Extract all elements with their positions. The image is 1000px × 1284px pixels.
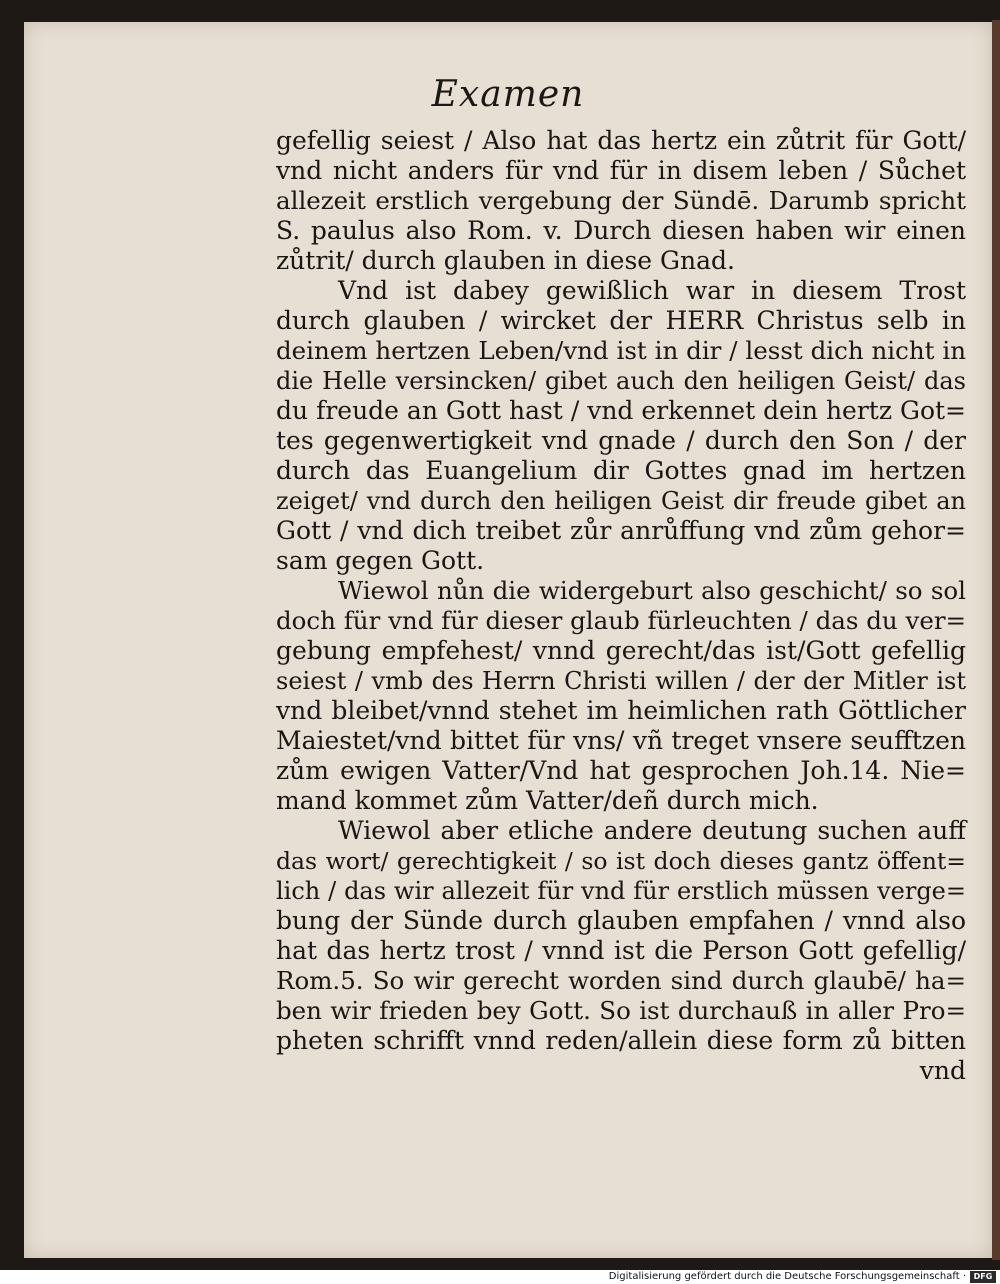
text-line: allezeit erstlich vergebung der Sündē. Darumb spricht xyxy=(276,186,966,215)
text-line: durch das Euangelium dir Gottes gnad im hertzen xyxy=(276,456,966,485)
running-head: Examen xyxy=(431,74,585,115)
paragraph-start-line: Vnd ist dabey gewißlich war in diesem Trost xyxy=(338,276,966,305)
paragraph-start-line: Wiewol nůn die widergeburt also geschicht/ so sol xyxy=(338,576,966,605)
text-line: du freude an Gott hast / vnd erkennet dein hertz Got= xyxy=(276,396,966,425)
text-line: vnd bleibet/vnnd stehet im heimlichen rath Göttlicher xyxy=(276,696,966,725)
text-line: gefellig seiest / Also hat das hertz ein zůtrit für Gott/ xyxy=(276,126,966,155)
text-line: Rom.5. So wir gerecht worden sind durch glaubē/ ha= xyxy=(276,966,966,995)
text-line: die Helle versincken/ gibet auch den heiligen Geist/ das xyxy=(276,367,966,395)
text-line: mand kommet zům Vatter/deñ durch mich. xyxy=(276,786,819,815)
paragraph-start-line: Wiewol aber etliche andere deutung suchen auff xyxy=(338,816,966,845)
text-line: S. paulus also Rom. v. Durch diesen haben wir einen xyxy=(276,216,966,245)
text-line: sam gegen Gott. xyxy=(276,546,485,575)
text-line: zům ewigen Vatter/Vnd hat gesprochen Joh.14. Nie= xyxy=(276,756,966,785)
catchword: vnd xyxy=(919,1056,966,1085)
text-line: seiest / vmb des Herrn Christi willen / der der Mitler ist xyxy=(276,667,966,695)
text-line: vnd nicht anders für vnd für in disem leben / Sůchet xyxy=(276,156,966,185)
text-line: durch glauben / wircket der HERR Christus selb in xyxy=(276,306,966,335)
text-line: bung der Sünde durch glauben empfahen / vnnd also xyxy=(276,906,966,935)
funding-credit: Digitalisierung gefördert durch die Deutsche Forschungsgemeinschaft · xyxy=(608,1271,966,1282)
book-edge xyxy=(992,20,1000,1260)
text-line: das wort/ gerechtigkeit / so ist doch dieses gantz öffent= xyxy=(276,847,966,875)
dfg-logo-icon: DFG xyxy=(970,1271,996,1283)
text-line: doch für vnd für dieser glaub fürleuchten / das du ver= xyxy=(276,606,967,635)
text-line: tes gegenwertigkeit vnd gnade / durch den Son / der xyxy=(276,426,966,455)
text-line: zůtrit/ durch glauben in diese Gnad. xyxy=(276,246,735,275)
text-line: deinem hertzen Leben/vnd ist in dir / lesst dich nicht in xyxy=(276,336,966,365)
body-text xyxy=(276,126,966,1086)
book-page xyxy=(24,22,992,1258)
text-line: Maiestet/vnd bittet für vns/ vñ treget vnsere seufftzen xyxy=(276,726,966,755)
text-line: lich / das wir allezeit für vnd für erstlich müssen verge= xyxy=(276,877,966,905)
text-line: pheten schrifft vnnd reden/allein diese form zů bitten xyxy=(276,1026,966,1055)
text-line: gebung empfehest/ vnnd gerecht/das ist/Gott gefellig xyxy=(276,636,966,665)
text-line: ben wir frieden bey Gott. So ist durchauß in aller Pro= xyxy=(276,996,966,1025)
text-line: zeiget/ vnd durch den heiligen Geist dir freude gibet an xyxy=(276,487,966,515)
text-line: Gott / vnd dich treibet zůr anrůffung vnd zům gehor= xyxy=(276,516,966,545)
text-line: hat das hertz trost / vnnd ist die Person Gott gefellig/ xyxy=(276,936,966,965)
